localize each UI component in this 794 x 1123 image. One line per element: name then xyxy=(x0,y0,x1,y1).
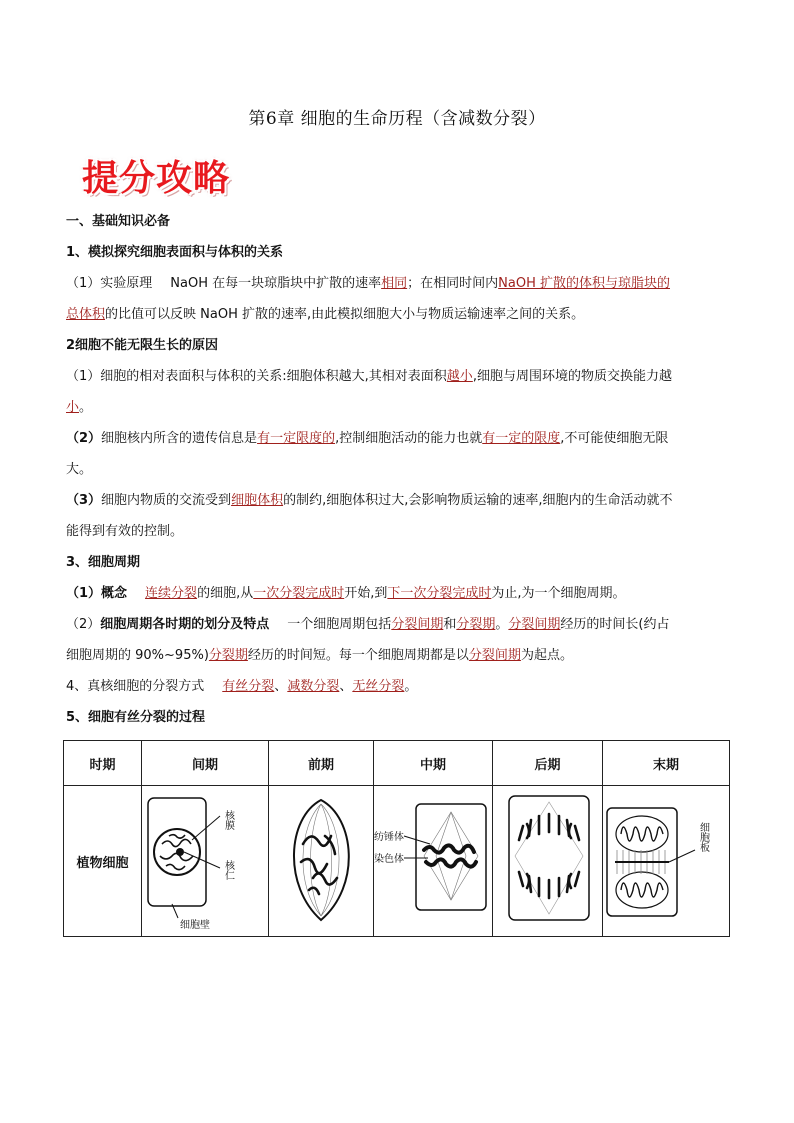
text-run: 经历的时间短。每一个细胞周期都是以 xyxy=(247,648,469,663)
text-run: 细胞周期的 90%~95%) xyxy=(66,648,209,663)
item2-para2 xyxy=(66,423,730,454)
answer-underline: 无丝分裂 xyxy=(352,679,405,694)
text-run: 。 xyxy=(404,679,418,694)
section-heading: 一、基础知识必备 xyxy=(66,214,171,229)
item1-para xyxy=(66,268,730,299)
answer-underline: 分裂间期 xyxy=(508,617,561,632)
text-run: （1）细胞的相对表面积与体积的关系:细胞体积越大,其相对表面积 xyxy=(66,369,447,384)
text-run: 细胞内物质的交流受到 xyxy=(101,493,232,508)
anaphase-diagram xyxy=(493,786,602,936)
telophase-cell xyxy=(603,786,730,937)
answer-underline: 总体积 xyxy=(66,307,106,322)
table-header: 中期 xyxy=(374,741,493,786)
item2-heading: 2细胞不能无限生长的原因 xyxy=(66,338,219,353)
answer-underline: 有一定的限度 xyxy=(482,431,561,446)
item4-para xyxy=(66,671,730,702)
mitosis-table xyxy=(63,740,730,937)
text-run: 的比值可以反映 NaOH 扩散的速率,由此模拟细胞大小与物质运输速率之间的关系。 xyxy=(105,307,585,322)
text-run: 、 xyxy=(339,679,353,694)
nuclear-membrane-label: 核膜 xyxy=(222,810,234,830)
metaphase-diagram xyxy=(374,786,492,936)
text-run: 的制约,细胞体积过大,会影响物质运输的速率,细胞内的生命活动就不 xyxy=(283,493,673,508)
text-run: （1）实验原理 xyxy=(66,276,153,291)
text-run: 经历的时间长(约占 xyxy=(560,617,670,632)
text-run: 开始,到 xyxy=(344,586,388,601)
answer-underline: 一次分裂完成时 xyxy=(253,586,345,601)
table-header: 间期 xyxy=(142,741,269,786)
prophase-cell xyxy=(269,786,374,937)
item3-para2 xyxy=(66,609,730,640)
prophase-diagram xyxy=(269,786,373,936)
answer-underline: 细胞体积 xyxy=(231,493,284,508)
table-header: 末期 xyxy=(603,741,730,786)
text-run: （2） xyxy=(66,431,102,446)
answer-underline: 分裂间期 xyxy=(391,617,444,632)
cell-wall-label: 细胞壁 xyxy=(180,920,210,931)
answer-underline: 小 xyxy=(66,400,80,415)
text-run: 细胞周期各时期的划分及特点 xyxy=(100,617,270,632)
answer-underline: 分裂期 xyxy=(208,648,248,663)
metaphase-cell xyxy=(374,786,493,937)
answer-underline: 分裂期 xyxy=(456,617,496,632)
text-run: ,细胞与周围环境的物质交换能力越 xyxy=(472,369,672,384)
item2-para3 xyxy=(66,485,730,516)
answer-underline: 下一次分裂完成时 xyxy=(387,586,492,601)
text-run: （1）概念 xyxy=(66,586,128,601)
table-header: 后期 xyxy=(493,741,603,786)
answer-underline: 分裂间期 xyxy=(468,648,521,663)
text-run: （2） xyxy=(66,617,101,632)
text-run: 。 xyxy=(495,617,509,632)
item3-para1 xyxy=(66,578,730,609)
text-run: 、 xyxy=(274,679,288,694)
cell-plate-label: 细胞板 xyxy=(697,822,709,852)
item3-heading: 3、细胞周期 xyxy=(66,555,141,570)
text-run: ,控制细胞活动的能力也就 xyxy=(335,431,483,446)
item3-para2-cont xyxy=(66,640,730,671)
text-run: 一个细胞周期包括 xyxy=(287,617,392,632)
answer-underline: 有一定限度的 xyxy=(257,431,336,446)
answer-underline: 有丝分裂 xyxy=(222,679,275,694)
nucleolus-label: 核仁 xyxy=(222,860,234,880)
spindle-label: 纺锤体 xyxy=(374,832,404,843)
content-body xyxy=(66,206,730,733)
text-run: 4、真核细胞的分裂方式 xyxy=(66,679,205,694)
interphase-cell xyxy=(142,786,269,937)
answer-underline: NaOH 扩散的体积与琼脂块的 xyxy=(498,276,670,291)
banner-title: 提分攻略 xyxy=(82,158,231,199)
answer-underline: 减数分裂 xyxy=(287,679,340,694)
text-run: 和 xyxy=(443,617,457,632)
item2-para2-cont: 大。 xyxy=(66,462,93,477)
telophase-diagram xyxy=(603,786,729,936)
table-row xyxy=(64,786,730,937)
answer-underline: 连续分裂 xyxy=(145,586,198,601)
text-run: ；在相同时间内 xyxy=(407,276,499,291)
table-header-row xyxy=(64,741,730,786)
text-run: 为止,为一个细胞周期。 xyxy=(491,586,626,601)
answer-underline: 相同 xyxy=(381,276,408,291)
table-header: 前期 xyxy=(269,741,374,786)
item5-heading: 5、细胞有丝分裂的过程 xyxy=(66,710,206,725)
text-run: 的细胞,从 xyxy=(197,586,254,601)
item2-para1-cont xyxy=(66,392,730,423)
page-title: 第6章 细胞的生命历程（含减数分裂） xyxy=(248,109,546,129)
text-run: ,不可能使细胞无限 xyxy=(560,431,669,446)
text-run: （3） xyxy=(66,493,102,508)
text-run: NaOH 在每一块琼脂块中扩散的速率 xyxy=(170,276,382,291)
row-label: 植物细胞 xyxy=(64,786,142,937)
interphase-diagram xyxy=(142,786,268,936)
item1-heading: 1、模拟探究细胞表面积与体积的关系 xyxy=(66,245,284,260)
text-run: 为起点。 xyxy=(520,648,573,663)
text-run: 细胞核内所含的遗传信息是 xyxy=(101,431,258,446)
anaphase-cell xyxy=(493,786,603,937)
table-header: 时期 xyxy=(64,741,142,786)
text-run: 。 xyxy=(79,400,93,415)
item2-para1 xyxy=(66,361,730,392)
answer-underline: 越小 xyxy=(446,369,473,384)
chromosome-label: 染色体 xyxy=(374,854,404,865)
item2-para3-cont: 能得到有效的控制。 xyxy=(66,524,184,539)
item1-para-cont xyxy=(66,299,730,330)
